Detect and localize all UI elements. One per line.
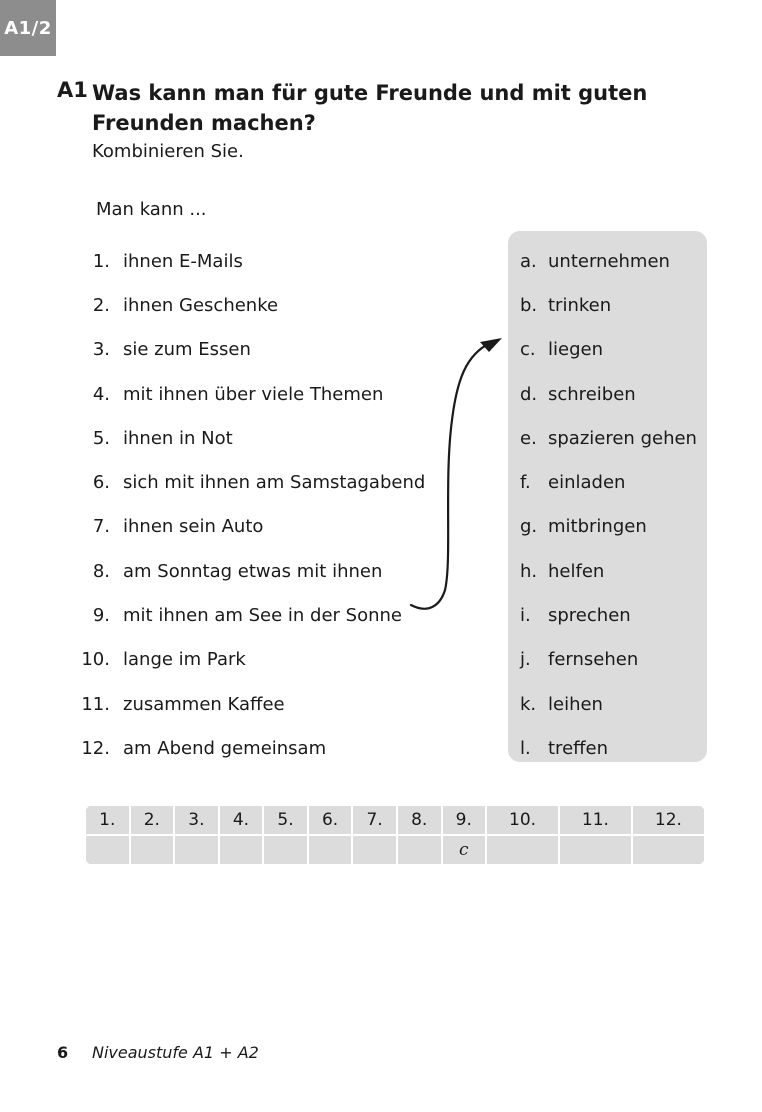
- footer-level: Niveaustufe A1 + A2: [92, 1043, 259, 1062]
- list-item: [520, 328, 697, 372]
- item-text: mit ihnen über viele Themen: [123, 383, 384, 405]
- item-number: 9.: [92, 605, 110, 627]
- list-item: [520, 638, 697, 682]
- item-text: mitbringen: [548, 516, 647, 538]
- item-text: spazieren gehen: [548, 427, 697, 449]
- list-item: [74, 593, 425, 637]
- answer-grid-answer-row: [86, 836, 704, 864]
- list-item: [74, 283, 425, 327]
- list-item: [520, 460, 697, 504]
- item-letter: j.: [520, 649, 531, 671]
- answer-cell[interactable]: [487, 836, 558, 864]
- item-text: am Abend gemeinsam: [123, 737, 327, 759]
- item-letter: i.: [520, 605, 531, 627]
- list-item: [520, 372, 697, 416]
- answer-cell[interactable]: [353, 836, 396, 864]
- exercise-title: Was kann man für gute Freunde und mit guten Freunden machen?: [92, 81, 648, 135]
- list-item: [74, 505, 425, 549]
- item-text: leihen: [548, 693, 603, 715]
- item-letter: f.: [520, 472, 531, 494]
- list-item: [74, 416, 425, 460]
- exercise-number: A1: [57, 78, 88, 102]
- exercise-instruction: Kombinieren Sie.: [92, 141, 244, 162]
- answer-grid-header: 11.: [560, 806, 631, 834]
- item-number: 5.: [92, 427, 110, 449]
- list-item: [520, 726, 697, 770]
- item-text: treffen: [548, 737, 609, 759]
- answer-grid-header: 8.: [398, 806, 441, 834]
- answer-grid-header: 6.: [309, 806, 352, 834]
- item-number: 1.: [92, 250, 110, 272]
- list-item: [520, 682, 697, 726]
- page-number: 6: [57, 1043, 69, 1062]
- answer-cell[interactable]: c: [443, 836, 486, 864]
- list-item: [74, 549, 425, 593]
- item-text: ihnen E-Mails: [123, 250, 243, 272]
- item-letter: h.: [520, 560, 538, 582]
- answer-cell[interactable]: [398, 836, 441, 864]
- list-item: [74, 328, 425, 372]
- answer-grid-header-row: [86, 806, 704, 834]
- item-text: liegen: [548, 339, 603, 361]
- answer-cell[interactable]: [309, 836, 352, 864]
- item-text: schreiben: [548, 383, 636, 405]
- sentence-start-list: [74, 239, 425, 771]
- item-text: ihnen in Not: [123, 427, 233, 449]
- item-number: 7.: [92, 516, 110, 538]
- list-item: [74, 372, 425, 416]
- answer-grid-header: 10.: [487, 806, 558, 834]
- list-item: [520, 239, 697, 283]
- item-text: einladen: [548, 472, 626, 494]
- item-letter: g.: [520, 516, 538, 538]
- verb-list: [520, 239, 697, 771]
- item-text: lange im Park: [123, 649, 246, 671]
- answer-grid-header: 9.: [443, 806, 486, 834]
- item-number: 11.: [81, 693, 110, 715]
- exercise-intro: Man kann ...: [96, 199, 207, 220]
- item-text: fernsehen: [548, 649, 639, 671]
- item-number: 10.: [81, 649, 110, 671]
- answer-grid-header: 12.: [633, 806, 704, 834]
- list-item: [520, 416, 697, 460]
- list-item: [74, 460, 425, 504]
- list-item: [520, 283, 697, 327]
- item-letter: l.: [520, 737, 531, 759]
- item-text: helfen: [548, 560, 605, 582]
- item-text: sich mit ihnen am Samstagabend: [123, 472, 426, 494]
- item-text: am Sonntag etwas mit ihnen: [123, 560, 383, 582]
- answer-grid-header: 7.: [353, 806, 396, 834]
- item-text: sie zum Essen: [123, 339, 251, 361]
- answer-cell[interactable]: [175, 836, 218, 864]
- answer-cell[interactable]: [264, 836, 307, 864]
- answer-grid-header: 1.: [86, 806, 129, 834]
- item-text: zusammen Kaffee: [123, 693, 285, 715]
- item-number: 3.: [92, 339, 110, 361]
- item-text: ihnen sein Auto: [123, 516, 264, 538]
- item-number: 12.: [81, 737, 110, 759]
- item-number: 8.: [92, 560, 110, 582]
- item-letter: a.: [520, 250, 537, 272]
- list-item: [520, 549, 697, 593]
- item-number: 4.: [92, 383, 110, 405]
- item-letter: b.: [520, 294, 538, 316]
- item-text: ihnen Geschenke: [123, 294, 279, 316]
- answer-cell[interactable]: [633, 836, 704, 864]
- answer-cell[interactable]: [560, 836, 631, 864]
- list-item: [74, 239, 425, 283]
- item-letter: d.: [520, 383, 538, 405]
- list-item: [520, 505, 697, 549]
- answer-grid: [84, 804, 706, 866]
- item-letter: k.: [520, 693, 537, 715]
- list-item: [74, 638, 425, 682]
- answer-grid-header: 4.: [220, 806, 263, 834]
- item-text: sprechen: [548, 605, 631, 627]
- item-text: trinken: [548, 294, 612, 316]
- item-letter: c.: [520, 339, 536, 361]
- answer-cell[interactable]: [220, 836, 263, 864]
- item-letter: e.: [520, 427, 537, 449]
- answer-grid-header: 3.: [175, 806, 218, 834]
- answer-cell[interactable]: [86, 836, 129, 864]
- answer-cell[interactable]: [131, 836, 174, 864]
- item-number: 2.: [92, 294, 110, 316]
- list-item: [74, 682, 425, 726]
- item-text: unternehmen: [548, 250, 670, 272]
- item-text: mit ihnen am See in der Sonne: [123, 605, 402, 627]
- list-item: [74, 726, 425, 770]
- item-number: 6.: [92, 472, 110, 494]
- list-item: [520, 593, 697, 637]
- page-tag: A1/2: [0, 0, 56, 56]
- answer-grid-header: 5.: [264, 806, 307, 834]
- answer-grid-header: 2.: [131, 806, 174, 834]
